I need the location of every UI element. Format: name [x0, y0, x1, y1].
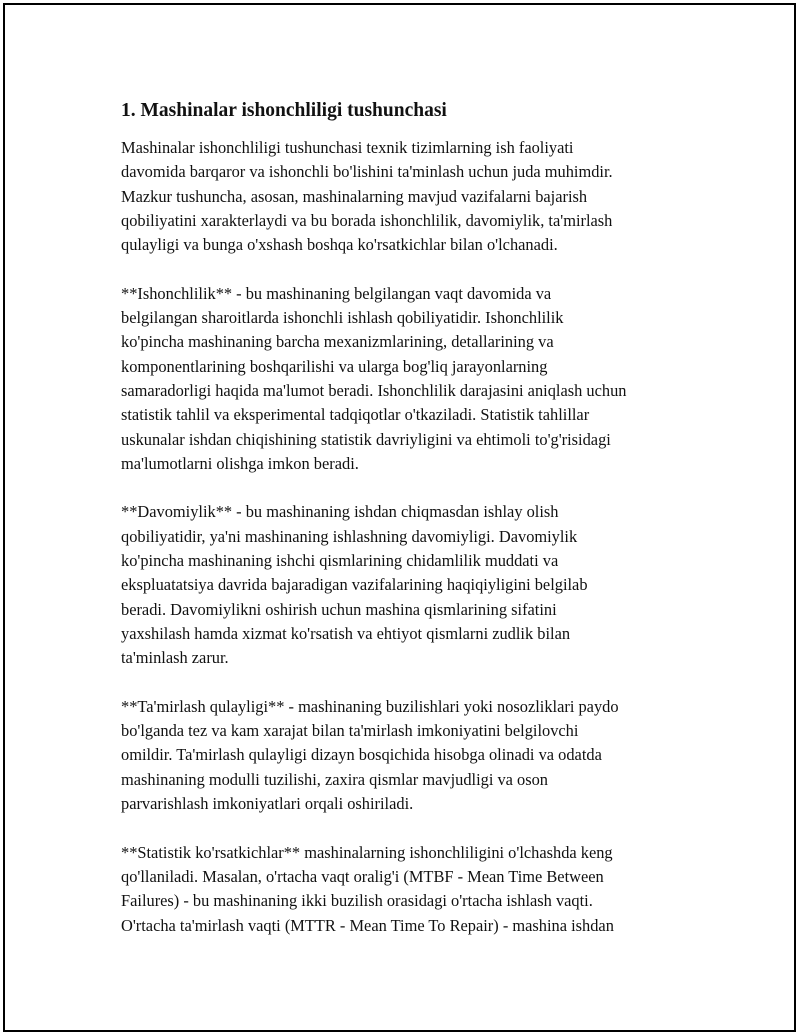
page-title: 1. Mashinalar ishonchliligi tushunchasi	[121, 100, 447, 121]
text-line: beradi. Davomiylikni oshirish uchun mashina qismlarining sifatini	[121, 599, 557, 619]
text-line: belgilangan sharoitlarda ishonchli ishlash qobiliyatidir. Ishonchlilik	[121, 308, 564, 328]
text-line: qobiliyatidir, ya'ni mashinaning ishlashning davomiyligi. Davomiylik	[121, 526, 578, 546]
text-line: ma'lumotlarni olishga imkon beradi.	[121, 453, 359, 473]
text-line: qo'llaniladi. Masalan, o'rtacha vaqt oralig'i (MTBF - Mean Time Between	[121, 866, 604, 886]
text-line: Mazkur tushuncha, asosan, mashinalarning mavjud vazifalarni bajarish	[121, 186, 588, 206]
text-line: ekspluatatsiya davrida bajaradigan vazifalarining haqiqiyligini belgilab	[121, 575, 588, 595]
paragraph-statistik-korsatkichlar	[121, 841, 701, 938]
paragraph-intro	[121, 136, 701, 257]
text-line: parvarishlash imkoniyatlari orqali oshiriladi.	[121, 794, 414, 814]
text-line: **Ishonchlilik** - bu mashinaning belgilangan vaqt davomida va	[121, 283, 552, 303]
paragraph-davomiylik	[121, 500, 701, 670]
text-line: qobiliyatini xarakterlaydi va bu borada ishonchlilik, davomiylik, ta'mirlash	[121, 210, 613, 230]
text-line: uskunalar ishdan chiqishining statistik davriyligini va ehtimoli to'g'risidagi	[121, 429, 611, 449]
document-body	[121, 98, 701, 962]
text-line: mashinaning modulli tuzilishi, zaxira qismlar mavjudligi va oson	[121, 769, 549, 789]
page-frame	[3, 3, 796, 1032]
text-line: ko'pincha mashinaning barcha mexanizmlarining, detallarining va	[121, 332, 554, 352]
text-line: omildir. Ta'mirlash qulayligi dizayn bosqichida hisobga olinadi va odatda	[121, 745, 602, 765]
text-line: komponentlarining boshqarilishi va ularga bog'liq jarayonlarning	[121, 356, 548, 376]
text-line: davomida barqaror va ishonchli bo'lishini ta'minlash uchun juda muhimdir.	[121, 162, 613, 182]
text-line: ko'pincha mashinaning ishchi qismlarining chidamlilik muddati va	[121, 551, 559, 571]
paragraph-tamirlash-qulayligi	[121, 695, 701, 816]
text-line: statistik tahlil va eksperimental tadqiqotlar o'tkaziladi. Statistik tahlillar	[121, 405, 590, 425]
text-line: qulayligi va bunga o'xshash boshqa ko'rsatkichlar bilan o'lchanadi.	[121, 235, 558, 255]
paragraph-ishonchlilik	[121, 282, 701, 476]
text-line: ta'minlash zarur.	[121, 648, 229, 668]
text-line: samaradorligi haqida ma'lumot beradi. Ishonchlilik darajasini aniqlash uchun	[121, 380, 627, 400]
text-line: bo'lganda tez va kam xarajat bilan ta'mirlash imkoniyatini belgilovchi	[121, 721, 579, 741]
text-line: **Ta'mirlash qulayligi** - mashinaning buzilishlari yoki nosozliklari paydo	[121, 696, 619, 716]
text-line: Mashinalar ishonchliligi tushunchasi texnik tizimlarning ish faoliyati	[121, 138, 574, 157]
text-line: O'rtacha ta'mirlash vaqti (MTTR - Mean Time To Repair) - mashina ishdan	[121, 915, 614, 935]
text-line: yaxshilash hamda xizmat ko'rsatish va ehtiyot qismlarni zudlik bilan	[121, 623, 571, 643]
text-line: **Statistik ko'rsatkichlar** mashinalarning ishonchliligini o'lchashda keng	[121, 842, 613, 862]
text-line: Failures) - bu mashinaning ikki buzilish orasidagi o'rtacha ishlash vaqti.	[121, 891, 593, 911]
text-line: **Davomiylik** - bu mashinaning ishdan chiqmasdan ishlay olish	[121, 502, 559, 522]
